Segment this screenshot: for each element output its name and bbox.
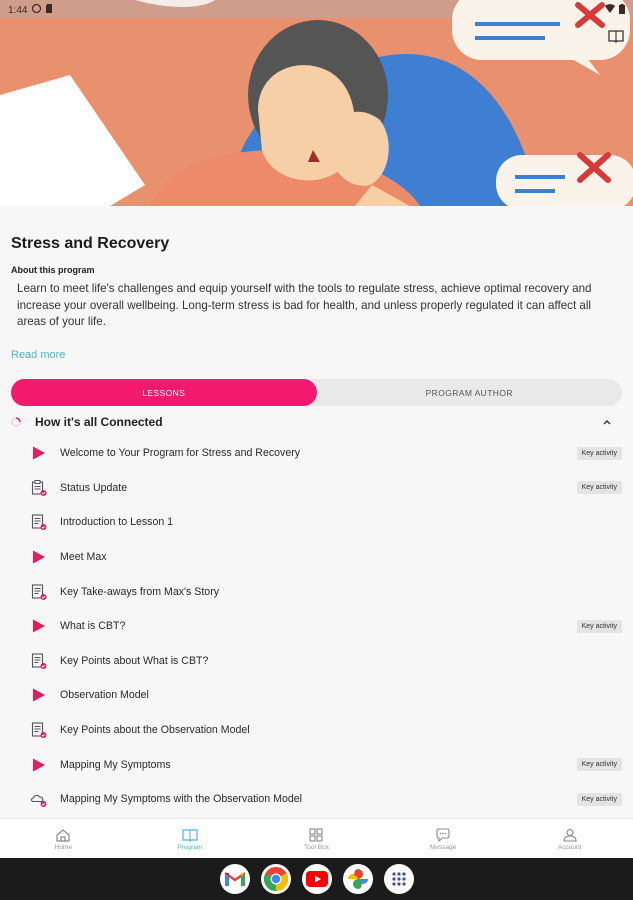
chrome-app-button[interactable] xyxy=(261,864,291,894)
lesson-title: Observation Model xyxy=(60,689,149,702)
key-activity-badge: Key activity xyxy=(577,481,622,494)
lesson-list xyxy=(0,436,633,817)
read-more-link[interactable]: Read more xyxy=(11,349,66,361)
sd-card-icon xyxy=(46,4,53,16)
tab-program-author[interactable]: PROGRAM AUTHOR xyxy=(425,387,513,398)
lesson-title: Meet Max xyxy=(60,551,107,564)
key-activity-badge: Key activity xyxy=(577,620,622,633)
nav-home[interactable] xyxy=(0,819,127,859)
lesson-title: Introduction to Lesson 1 xyxy=(60,516,174,529)
lesson-title: Welcome to Your Program for Stress and Recovery xyxy=(60,447,301,460)
nav-account-label: Account xyxy=(557,843,582,851)
photos-icon xyxy=(347,868,369,890)
program-hero-image xyxy=(0,0,633,206)
key-activity-badge: Key activity xyxy=(577,447,622,460)
lesson-title: Mapping My Symptoms xyxy=(60,758,171,771)
program-tabs xyxy=(11,379,622,406)
notification-icon xyxy=(32,4,41,16)
lesson-title: Key Points about the Observation Model xyxy=(60,724,250,737)
lesson-item[interactable] xyxy=(0,471,633,506)
photos-app-button[interactable] xyxy=(343,864,373,894)
play-icon xyxy=(30,687,47,704)
section-header[interactable] xyxy=(11,412,622,432)
play-icon xyxy=(30,618,47,635)
clipboard-icon xyxy=(30,479,47,496)
about-label: About this program xyxy=(11,265,95,275)
gmail-icon xyxy=(224,871,246,887)
play-icon xyxy=(30,756,47,773)
grid-icon xyxy=(308,828,324,842)
status-time: 1:44 xyxy=(8,4,28,16)
chrome-icon xyxy=(263,866,289,892)
nav-account[interactable] xyxy=(506,819,633,859)
lesson-item[interactable] xyxy=(0,609,633,644)
lesson-title: Key Points about What is CBT? xyxy=(60,654,209,667)
person-icon xyxy=(562,828,578,842)
nav-program-label: Program xyxy=(177,843,203,851)
nav-toolbox[interactable] xyxy=(253,819,380,859)
lesson-item[interactable] xyxy=(0,747,633,782)
lesson-title: Mapping My Symptoms with the Observation Model xyxy=(60,793,302,806)
key-activity-badge: Key activity xyxy=(577,793,622,806)
hero-illustration xyxy=(0,0,633,206)
lesson-title: Status Update xyxy=(60,481,128,494)
lesson-item[interactable] xyxy=(0,436,633,471)
nav-message[interactable] xyxy=(380,819,507,859)
app-drawer-icon xyxy=(391,871,407,887)
chat-icon xyxy=(435,828,451,842)
document-icon xyxy=(30,583,47,600)
tab-lessons[interactable]: LESSONS xyxy=(11,379,317,406)
status-bar xyxy=(0,0,633,20)
lesson-title: What is CBT? xyxy=(60,620,126,633)
lesson-item[interactable] xyxy=(0,644,633,679)
document-icon xyxy=(30,652,47,669)
open-book-icon xyxy=(607,28,625,44)
key-activity-badge: Key activity xyxy=(577,758,622,771)
lesson-title: Key Take-aways from Max's Story xyxy=(60,585,220,598)
book-icon xyxy=(182,828,198,842)
lesson-item[interactable] xyxy=(0,713,633,748)
app-drawer-button[interactable] xyxy=(384,864,414,894)
bottom-nav xyxy=(0,818,633,859)
youtube-app-button[interactable] xyxy=(302,864,332,894)
youtube-icon xyxy=(306,871,328,887)
gmail-app-button[interactable] xyxy=(220,864,250,894)
chevron-up-icon[interactable] xyxy=(602,418,612,426)
nav-program[interactable] xyxy=(127,819,254,859)
nav-home-label: Home xyxy=(54,843,72,851)
section-title: How it's all Connected xyxy=(35,415,163,429)
document-icon xyxy=(30,514,47,531)
battery-icon xyxy=(619,4,625,17)
home-icon xyxy=(55,828,71,842)
document-icon xyxy=(30,722,47,739)
nav-message-label: Message xyxy=(429,843,457,851)
play-icon xyxy=(30,549,47,566)
lesson-item[interactable] xyxy=(0,678,633,713)
lesson-item[interactable] xyxy=(0,540,633,575)
progress-spinner-icon xyxy=(11,417,21,427)
program-title: Stress and Recovery xyxy=(11,235,170,252)
lesson-item[interactable] xyxy=(0,574,633,609)
wifi-icon xyxy=(605,4,615,16)
system-taskbar xyxy=(0,858,633,900)
about-text: Learn to meet life's challenges and equip yourself with the tools to regulate stress, achieve optimal recovery and increase your overall wellbeing. Long-term stress is bad for health, and unless properly regulated it can affect all areas of your life. xyxy=(17,282,592,328)
nav-toolbox-label: Tool Box xyxy=(304,843,329,851)
play-icon xyxy=(30,445,47,462)
open-book-button[interactable] xyxy=(607,28,625,44)
lesson-item[interactable] xyxy=(0,782,633,817)
cloud-icon xyxy=(30,791,47,808)
lesson-item[interactable] xyxy=(0,505,633,540)
